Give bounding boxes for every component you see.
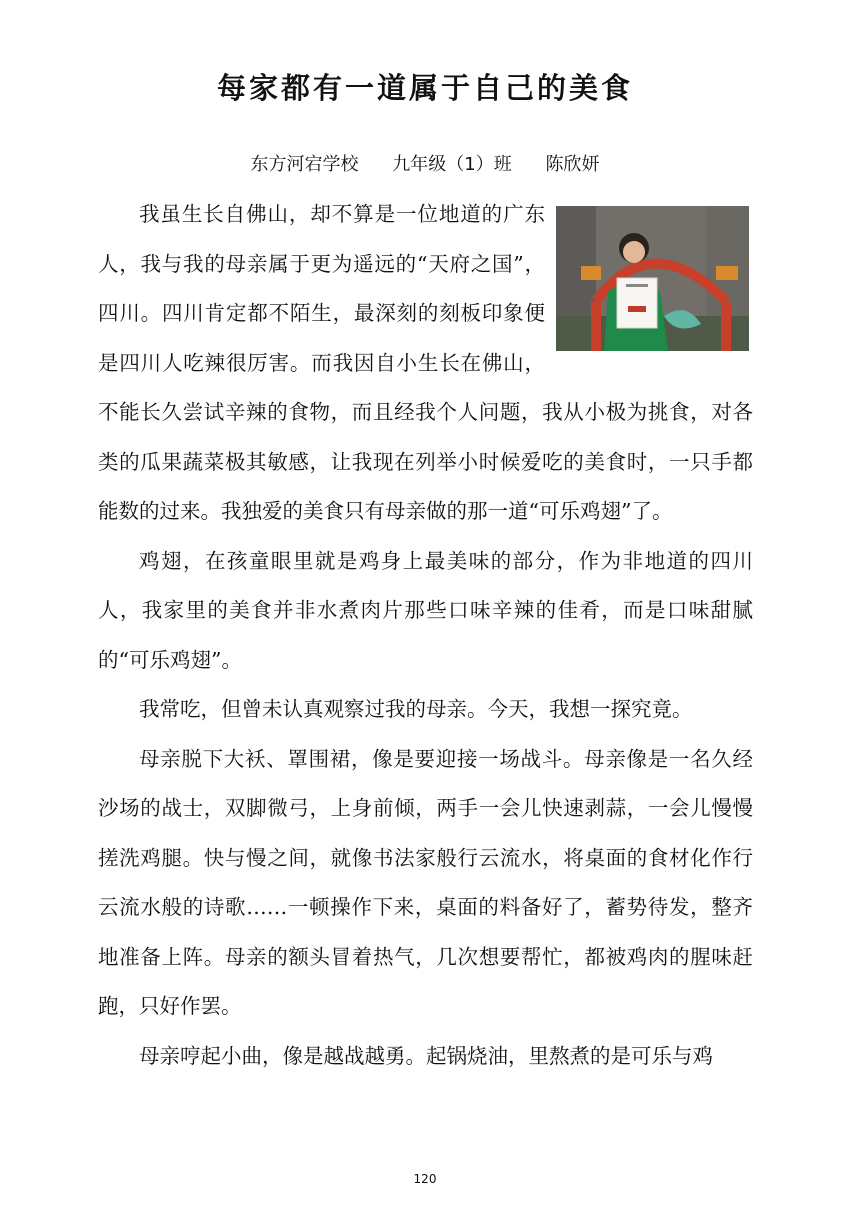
- paragraph: 母亲脱下大袄、罩围裙，像是要迎接一场战斗。母亲像是一名久经沙场的战士，双脚微弓，上身前倾，两手一会儿快速剥蒜，一会儿慢慢搓洗鸡腿。快与慢之间，就像书法家般行云流水，将桌面的食材化作行云流水般的诗歌……一顿操作下来，桌面的料备好了，蓄势待发，整齐地准备上阵。母亲的额头冒着热气，几次想要帮忙，都被鸡肉的腥味赶跑，只好作罢。: [98, 746, 753, 1018]
- article-body: [98, 190, 753, 1081]
- page-number: 120: [413, 1172, 437, 1186]
- paragraph: 鸡翅，在孩童眼里就是鸡身上最美味的部分，作为非地道的四川人，我家里的美食并非水煮肉片那些口味辛辣的佳肴，而是口味甜腻的“可乐鸡翅”。: [98, 548, 753, 672]
- paragraph: 我虽生长自佛山，却不算是一位地道的广东人，我与我的母亲属于更为遥远的“天府之国”，四川。四川肯定都不陌生，最深刻的刻板印象便是四川人吃辣很厉害。而我因自小生长在佛山，不能长久尝试辛辣的食物，而且经我个人问题，我从小极为挑食，对各类的瓜果蔬菜极其敏感，让我现在列举小时候爱吃的美食时，一只手都能数的过来。我独爱的美食只有母亲做的那一道“可乐鸡翅”了。: [98, 202, 753, 523]
- article-title: 每家都有一道属于自己的美食: [216, 71, 633, 105]
- photo-wrap-space: [545, 190, 753, 380]
- byline: [0, 150, 850, 176]
- class-name: 九年级（1）班: [392, 154, 512, 175]
- school-name: 东方河宕学校: [250, 154, 359, 175]
- author-name: 陈欣妍: [545, 154, 600, 175]
- paragraph: 我常吃，但曾未认真观察过我的母亲。今天，我想一探究竟。: [139, 697, 693, 721]
- paragraph: 母亲哼起小曲，像是越战越勇。起锅烧油，里熬煮的是可乐与鸡: [139, 1043, 713, 1068]
